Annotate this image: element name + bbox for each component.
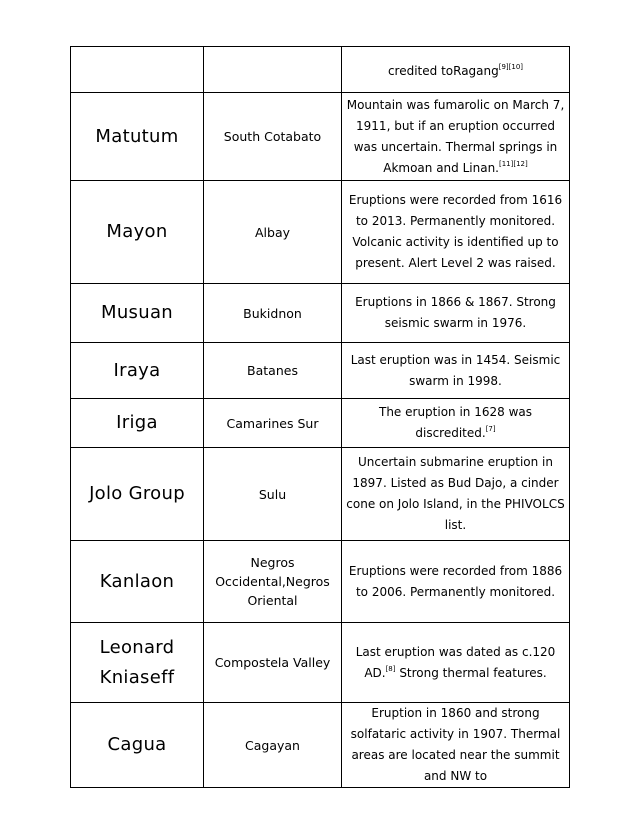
volcano-table (70, 46, 570, 788)
description-cell (342, 93, 570, 181)
volcano-name-cell (71, 47, 204, 93)
description-text: Uncertain submarine eruption in 1897. Listed as Bud Dajo, a cinder cone on Jolo Island, in the PHIVOLCS list. (346, 455, 565, 532)
volcano-name-cell: Cagua (71, 703, 204, 788)
description-cell (342, 181, 570, 284)
table-row (71, 93, 570, 181)
province-cell: Cagayan (204, 703, 342, 788)
description-text: credited toRagang (387, 64, 499, 78)
table-row (71, 47, 570, 93)
description-text-continued: Strong thermal features. (395, 665, 547, 680)
description-text: Mountain was fumarolic on March 7, 1911, but if an eruption occurred was uncertain. Thermal springs in Akmoan and Linan. (346, 97, 565, 175)
description-cell (342, 541, 570, 623)
volcano-name-cell: Jolo Group (71, 448, 204, 541)
volcano-name-cell: Iraya (71, 343, 204, 399)
province-cell (204, 47, 342, 93)
volcano-name-cell: Leonard Kniaseff (71, 623, 204, 703)
volcano-name-cell: Mayon (71, 181, 204, 284)
description-text: Eruptions were recorded from 1616 to 2013. Permanently monitored. Volcanic activity is identified up to present. Alert Level 2 was raised. (348, 193, 563, 270)
volcano-name-cell: Kanlaon (71, 541, 204, 623)
province-cell: Albay (204, 181, 342, 284)
table-row (71, 343, 570, 399)
volcano-name-cell: Iriga (71, 399, 204, 448)
province-cell: Compostela Valley (204, 623, 342, 703)
description-cell (342, 703, 570, 788)
description-cell (342, 343, 570, 399)
reference-superscript: [7] (485, 425, 496, 433)
province-cell: Bukidnon (204, 284, 342, 343)
description-cell (342, 47, 570, 93)
description-cell (342, 399, 570, 448)
province-cell: Camarines Sur (204, 399, 342, 448)
table-row (71, 623, 570, 703)
description-text: Eruption in 1860 and strong solfataric activity in 1907. Thermal areas are located near the summit and NW to (350, 706, 561, 783)
description-cell (342, 284, 570, 343)
province-cell: South Cotabato (204, 93, 342, 181)
table-row (71, 181, 570, 284)
description-text: The eruption in 1628 was discredited. (379, 405, 532, 440)
description-text: Last eruption was in 1454. Seismic swarm in 1998. (350, 352, 561, 388)
description-text: Eruptions in 1866 & 1867. Strong seismic swarm in 1976. (355, 295, 556, 330)
description-text: Last eruption was dated as c.120 AD. (355, 644, 556, 680)
table-row (71, 448, 570, 541)
reference-superscript: [11][12] (499, 159, 528, 168)
description-cell (342, 448, 570, 541)
table-row (71, 284, 570, 343)
table-row (71, 703, 570, 788)
reference-superscript: [8] (385, 664, 396, 673)
province-cell: Batanes (204, 343, 342, 399)
volcano-name-cell: Matutum (71, 93, 204, 181)
description-cell (342, 623, 570, 703)
description-text: Eruptions were recorded from 1886 to 2006. Permanently monitored. (348, 563, 563, 599)
table-row (71, 541, 570, 623)
reference-superscript: [9][10] (498, 63, 524, 71)
volcano-name-cell: Musuan (71, 284, 204, 343)
province-cell: Negros Occidental,Negros Oriental (204, 541, 342, 623)
province-cell: Sulu (204, 448, 342, 541)
table-row (71, 399, 570, 448)
